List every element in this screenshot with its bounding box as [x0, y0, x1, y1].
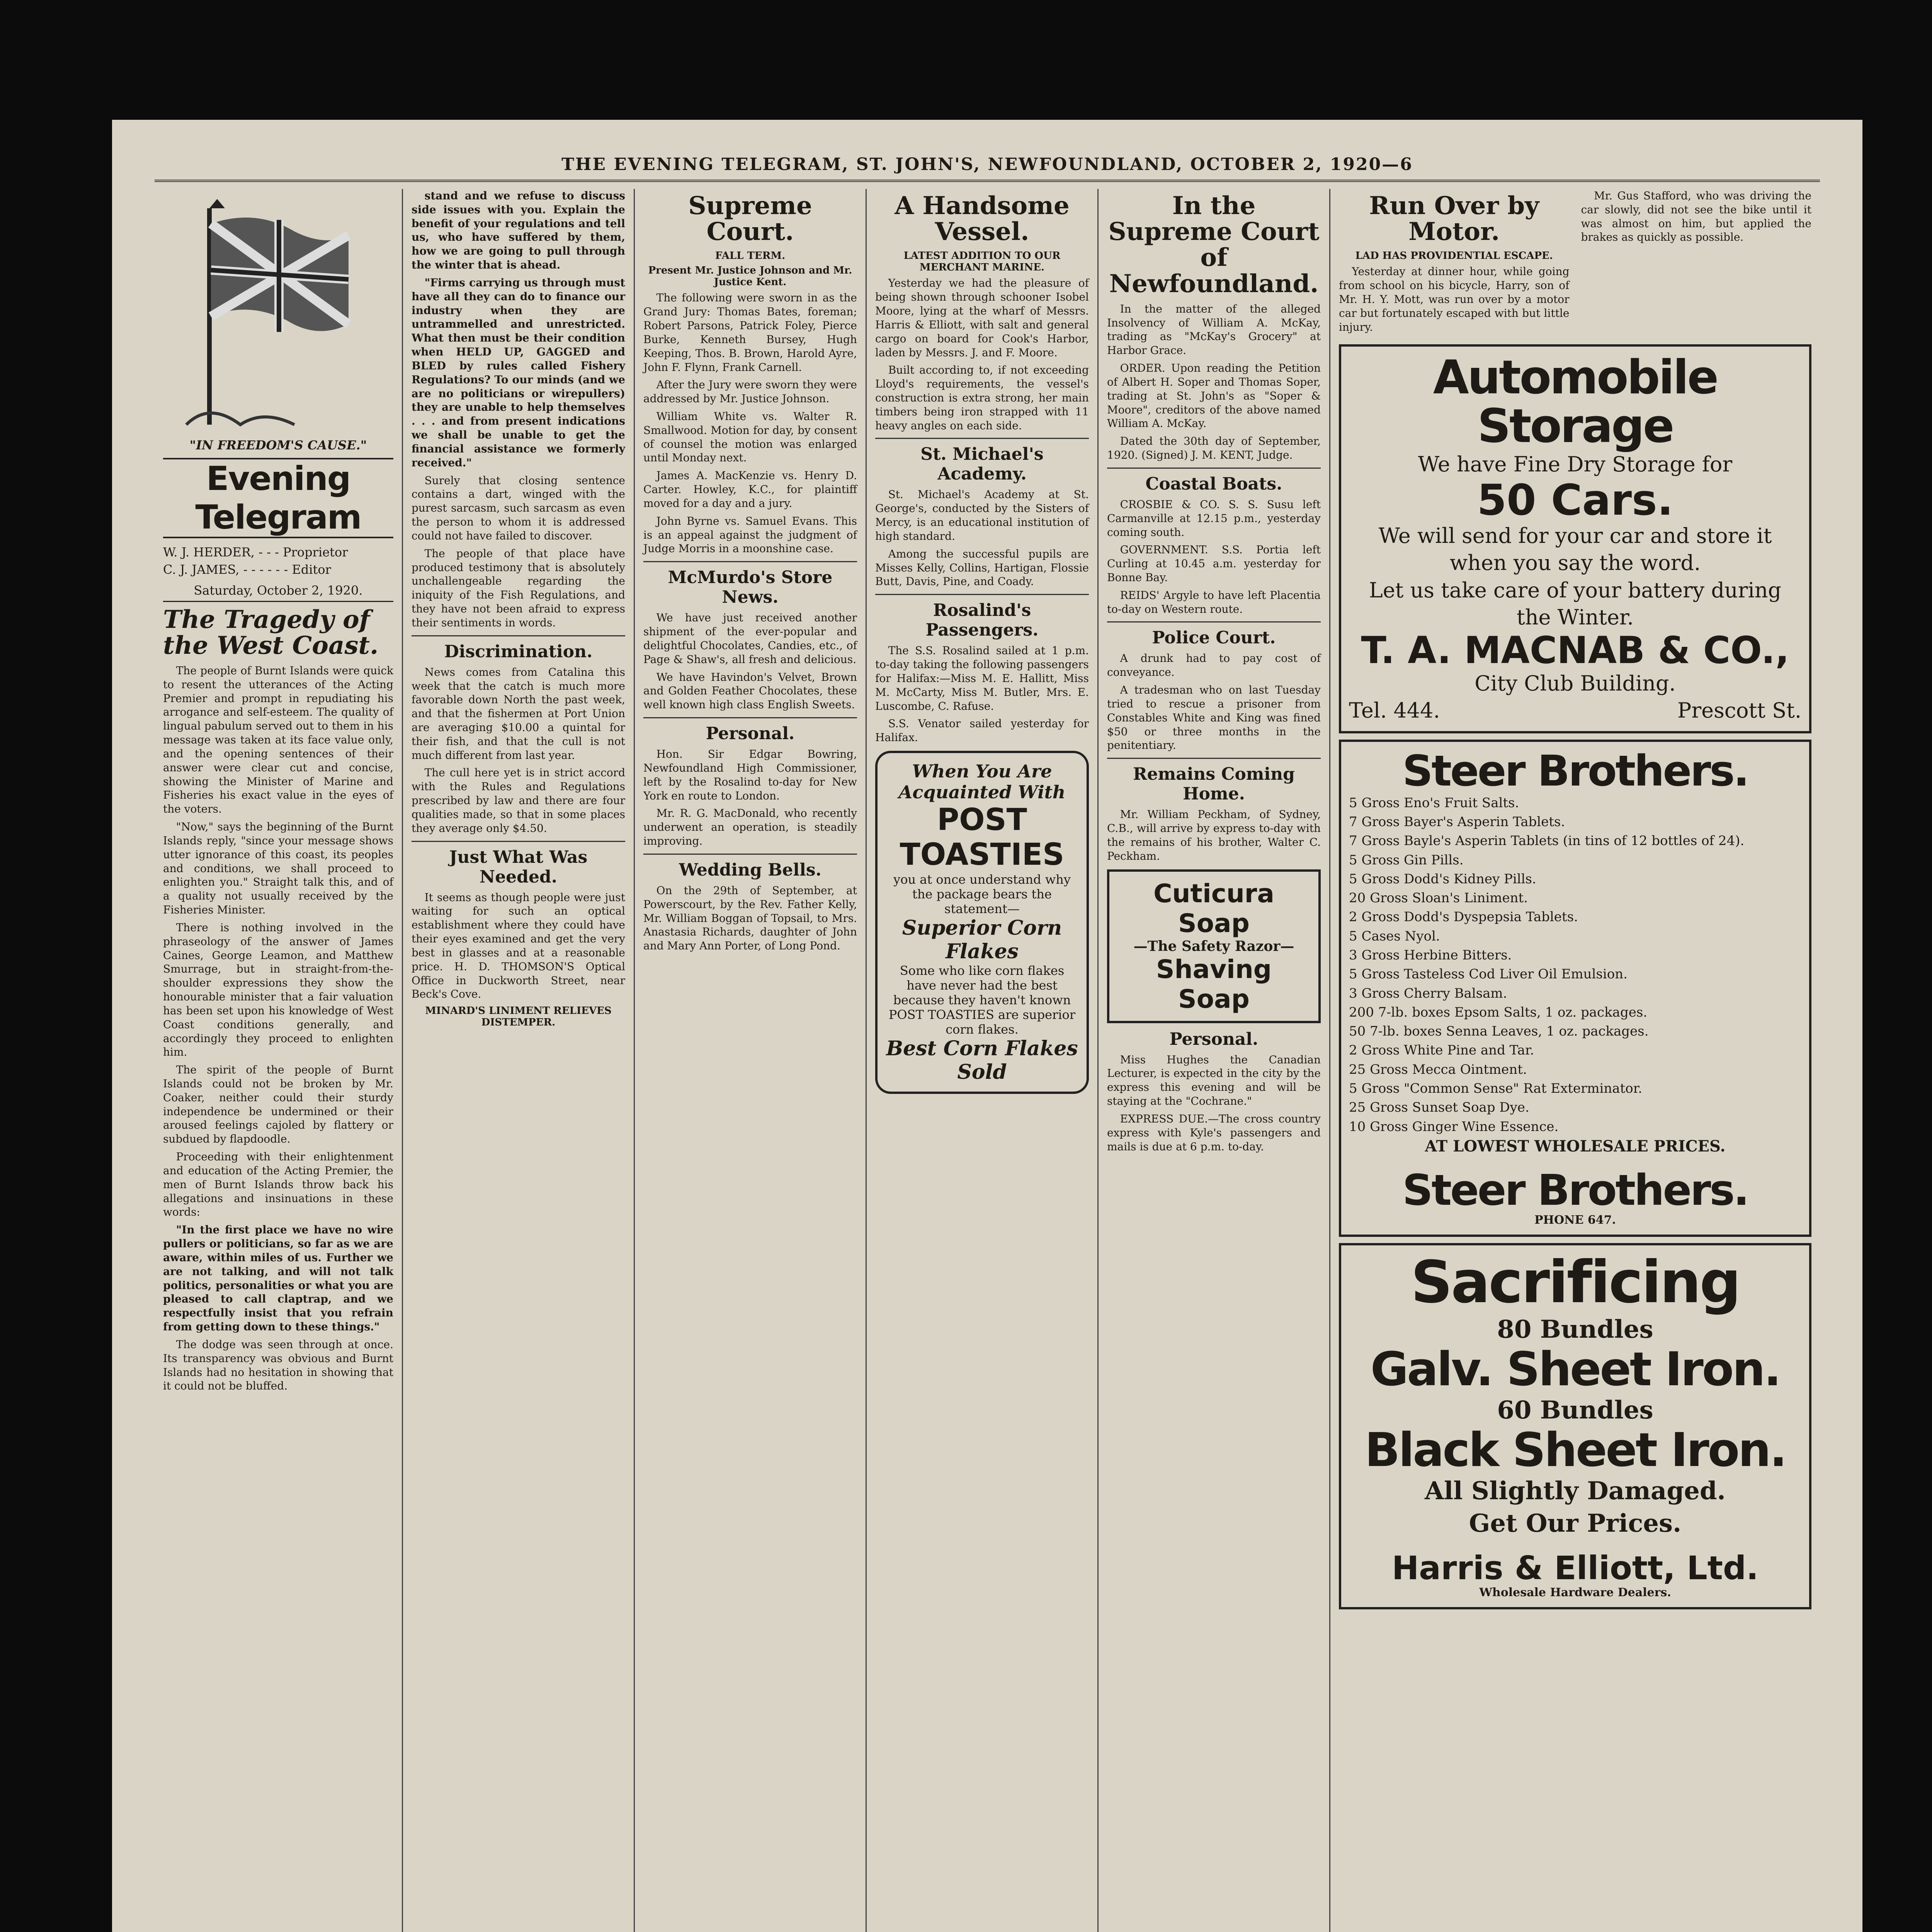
paragraph: GOVERNMENT. S.S. Portia left Curling at 10.45 a.m. yesterday for Bonne Bay. [1107, 543, 1321, 584]
ad-line: 80 Bundles [1497, 1315, 1653, 1344]
subhead: LATEST ADDITION TO OUR MERCHANT MARINE. [903, 250, 1061, 274]
footer-notice: MINARD'S LINIMENT RELIEVES DISTEMPER. [425, 1005, 612, 1029]
paragraph: Built according to, if not exceeding Lloyd's requirements, the vessel's construction is extra strong, her main timbers being iron strapped with 11 heavy angles on each side. [875, 364, 1089, 432]
paragraph: Mr. R. G. MacDonald, who recently underwent an operation, is steadily improving. [643, 807, 857, 848]
paragraph: "In the first place we have no wire pullers or politicians, so far as we are aware, within miles of us. Further we are not talking, and will not talk politics, personalities or what you are pleased to call claptrap, and we respectfully insist that you refrain from getting down to these things." [163, 1223, 393, 1333]
headline-discrimination: Discrimination. [444, 641, 593, 662]
paragraph: On the 29th of September, at Powerscourt, by the Rev. Father Kelly, Mr. William Boggan of Topsail, to Mrs. Anastasia Richards, daughter of John and Mary Ann Porter, of Long Pond. [643, 884, 857, 952]
column-editorial-cont [402, 189, 634, 1932]
nameplate: Evening Telegram [163, 458, 393, 538]
ad-title: Steer Brothers. [1402, 1165, 1748, 1215]
divider [412, 841, 625, 842]
paragraph: Mr. William Peckham, of Sydney, C.B., will arrive by express to-day with the remains of his brother, Walter C. Peckham. [1107, 808, 1321, 862]
headline-vessel: A Handsome Vessel. [895, 191, 1070, 247]
paragraph: stand and we refuse to discuss side issues with you. Explain the benefit of your regulations and tell us, who have suffered by them, how we are going to pull through the winter that is ahead. [412, 189, 625, 272]
column-editorial [155, 189, 402, 1932]
paragraph: REIDS' Argyle to have left Placentia to-day on Western route. [1107, 588, 1321, 616]
product-list-item: 5 Gross Tasteless Cod Liver Oil Emulsion. [1349, 966, 1628, 982]
headline-supreme-court-nfld: In the Supreme Court of Newfoundland. [1108, 191, 1320, 298]
divider [875, 438, 1089, 439]
ad-line: 50 Cars. [1477, 475, 1673, 525]
headline-wedding: Wedding Bells. [679, 860, 821, 880]
divider [1107, 621, 1321, 622]
ad-line: 60 Bundles [1497, 1396, 1653, 1425]
paragraph: The dodge was seen through at once. Its transparency was obvious and Burnt Islands had no hesitation in showing that it could not be bluffed. [163, 1338, 393, 1393]
paragraph: Dated the 30th day of September, 1920. (Signed) J. M. KENT, Judge. [1107, 435, 1321, 462]
ad-line: —The Safety Razor— [1133, 938, 1294, 954]
paragraph: CROSBIE & CO. S. S. Susu left Carmanville at 12.15 p.m., yesterday coming south. [1107, 498, 1321, 539]
ad-street: Prescott St. [1677, 698, 1801, 723]
paragraph: ORDER. Upon reading the Petition of Albert H. Soper and Thomas Soper, trading at St. John's as "Soper & Moore", creditors of the above named William A. McKay. [1107, 362, 1321, 430]
ad-text: you at once understand why the package bears the statement— [893, 872, 1071, 917]
subhead: Present Mr. Justice Johnson and Mr. Justice Kent. [648, 265, 852, 288]
product-list-item: 10 Gross Ginger Wine Essence. [1349, 1119, 1559, 1134]
ad-title: Automobile Storage [1433, 350, 1718, 453]
divider [875, 594, 1089, 595]
product-list-item: 25 Gross Mecca Ointment. [1349, 1061, 1527, 1077]
product-list-item: 5 Gross Gin Pills. [1349, 852, 1464, 868]
product-list-item: 3 Gross Cherry Balsam. [1349, 985, 1507, 1001]
headline-mcmurdo: McMurdo's Store News. [668, 568, 833, 607]
paragraph: After the Jury were sworn they were addressed by Mr. Justice Johnson. [643, 378, 857, 405]
paragraph: A drunk had to pay cost of conveyance. [1107, 652, 1321, 679]
headline-supreme-court: Supreme Court. [688, 191, 812, 247]
headline-personal-2: Personal. [1169, 1029, 1259, 1049]
subhead: LAD HAS PROVIDENTIAL ESCAPE. [1355, 250, 1553, 262]
paragraph: A tradesman who on last Tuesday tried to rescue a prisoner from Constables White and King was fined $50 or three months in the penitentiary. [1107, 684, 1321, 752]
issue-date: Saturday, October 2, 1920. [163, 583, 393, 602]
product-list-item: 2 Gross Dodd's Dyspepsia Tablets. [1349, 909, 1578, 925]
paragraph: William White vs. Walter R. Smallwood. Motion for day, by consent of counsel the motion was enlarged until Monday next. [643, 410, 857, 464]
ad-claim: Superior Corn Flakes [902, 916, 1062, 964]
paragraph: St. Michael's Academy at St. George's, conducted by the Sisters of Mercy, is an educational institution of high standard. [875, 488, 1089, 543]
proprietor: W. J. HERDER, - - - Proprietor [163, 545, 348, 560]
divider [643, 854, 857, 855]
headline-remains: Remains Coming Home. [1133, 764, 1295, 804]
paragraph: John Byrne vs. Samuel Evans. This is an appeal against the judgment of Judge Morris in a moonshine case. [643, 514, 857, 555]
headline-police-court: Police Court. [1152, 628, 1276, 648]
product-list-item: 5 Gross Dodd's Kidney Pills. [1349, 871, 1536, 887]
column-vessel [866, 189, 1097, 1932]
product-list-item: 5 Gross "Common Sense" Rat Exterminator. [1349, 1081, 1643, 1097]
editor: C. J. JAMES, - - - - - - Editor [163, 562, 331, 577]
ad-line: Black Sheet Iron. [1364, 1423, 1786, 1478]
product-list-item: 5 Cases Nyol. [1349, 928, 1440, 944]
flag-caption: "IN FREEDOM'S CAUSE." [189, 438, 367, 452]
paragraph: "Now," says the beginning of the Burnt Islands reply, "since your message shows utter ignorance of this coast, its peoples and conditions, we shall proceed to enlighten you." Straight talk this, and of a quality not usually received by the Fisheries Minister. [163, 820, 393, 917]
newspaper-page [112, 120, 1862, 1932]
paragraph: The following were sworn in as the Grand Jury: Thomas Bates, foreman; Robert Parsons, Patrick Foley, Pierce Burke, Kenneth Bursey, Hugh Keeping, Thos. B. Brown, Harold Ayre, John F. Flynn, Frank Carnell. [643, 291, 857, 374]
column-court-notices [1097, 189, 1329, 1932]
divider [1107, 758, 1321, 759]
paragraph: Proceeding with their enlightenment and education of the Acting Premier, the men of Burnt Islands throw back his allegations and insinuations in these words: [163, 1150, 393, 1219]
ad-line: Cuticura Soap [1153, 878, 1274, 938]
automobile-storage-ad [1339, 344, 1811, 734]
paragraph: The people of that place have produced testimony that is absolutely unchallengeable regarding the iniquity of the Fish Regulations, and they have not been afraid to express their sentiments in words. [412, 547, 625, 629]
steer-brothers-ad [1339, 740, 1811, 1237]
ad-line: All Slightly Damaged. [1425, 1476, 1726, 1506]
union-jack-flag-icon [163, 193, 364, 432]
ad-phone: Tel. 444. [1349, 698, 1440, 723]
paragraph: "Firms carrying us through must have all they can do to finance our industry when they are untrammelled and unrestricted. What then must be their condition when HELD UP, GAGGED and BLED by rules called Fishery Regulations? To our minds (and we are no politicians or wirepullers) they are unable to help themselves . . . and from present indications we shall be unable to get the financial assistance we formerly received." [412, 276, 625, 469]
ad-line: Shaving Soap [1156, 954, 1272, 1014]
paragraph: It seems as though people were just waiting for such an optical establishment where they could have their eyes examined and get the very best in glasses and at a reasonable price. H. D. THOMSON'S Optical Office in Duckworth Street, near Beck's Cove. [412, 891, 625, 1001]
paragraph: James A. MacKenzie vs. Henry D. Carter. Howley, K.C., for plaintiff moved for a day and a jury. [643, 469, 857, 510]
product-list-item: 25 Gross Sunset Soap Dye. [1349, 1100, 1529, 1116]
ad-phone: PHONE 647. [1534, 1213, 1616, 1227]
product-list-item: 20 Gross Sloan's Liniment. [1349, 890, 1528, 906]
ad-firm: T. A. MACNAB & CO., [1361, 628, 1789, 672]
paragraph: There is nothing involved in the phraseology of the answer of James Caines, George Leamon, and Matthew Smurrage, but in straight-from-the-shoulder expressions they show the honourable minister that a fair valuation has been set upon his knowledge of West Coast conditions generally, and accordingly they proceed to enlighten him. [163, 921, 393, 1059]
ad-title: Sacrificing [1411, 1249, 1740, 1316]
product-list-item: 200 7-lb. boxes Epsom Salts, 1 oz. packages. [1349, 1004, 1648, 1020]
harris-elliott-ad [1339, 1243, 1811, 1609]
headline-run-over: Run Over by Motor. [1369, 191, 1539, 247]
paragraph: Mr. Gus Stafford, who was driving the car slowly, did not see the bike until it was almost on him, but applied the brakes as quickly as possible. [1581, 189, 1811, 244]
ad-tagline: Wholesale Hardware Dealers. [1479, 1585, 1671, 1599]
ad-brand: POST TOASTIES [900, 803, 1065, 872]
ad-line: Let us take care of your battery during the Winter. [1369, 578, 1782, 629]
post-toasties-ad [875, 751, 1089, 1094]
ad-line: We have Fine Dry Storage for [1418, 452, 1733, 476]
ad-line: Galv. Sheet Iron. [1370, 1343, 1780, 1397]
paragraph: Yesterday we had the pleasure of being shown through schooner Isobel Moore, lying at the wharf of Messrs. Harris & Elliott, with salt and general cargo on board for Cook's Harbor, laden by Messrs. J. and F. Moore. [875, 277, 1089, 359]
ad-line: Get Our Prices. [1469, 1509, 1682, 1538]
paragraph: Among the successful pupils are Misses Kelly, Collins, Hartigan, Flossie Butt, Davis, Pine, and Coady. [875, 547, 1089, 588]
paragraph: Miss Hughes the Canadian Lecturer, is expected in the city by the express this evening and will be staying at the "Cochrane." [1107, 1053, 1321, 1108]
paragraph: The people of Burnt Islands were quick to resent the utterances of the Acting Premier and prompt in repudiating his arrogance and self-esteem. The quality of lingual pabulum served out to them in his message was taken at its face value only, and the opening sentences of their answer were clear cut and concise, showing the Minister of Marine and Fisheries his exact value in the eyes of the voters. [163, 664, 393, 816]
divider [1107, 468, 1321, 469]
headline-just-what: Just What Was Needed. [449, 847, 588, 887]
headline-passengers: Rosalind's Passengers. [925, 600, 1039, 640]
masthead: THE EVENING TELEGRAM, ST. JOHN'S, NEWFOUNDLAND, OCTOBER 2, 1920—6 [155, 155, 1820, 182]
product-list-item: 3 Gross Herbine Bitters. [1349, 947, 1512, 963]
paragraph: Yesterday at dinner hour, while going from school on his bicycle, Harry, son of Mr. H. Y. Mott, was run over by a motor car but fortunately escaped with but little injury. [1339, 265, 1570, 333]
ad-title: When You Are Acquainted With [898, 761, 1066, 803]
subhead: FALL TERM. [715, 250, 786, 262]
paragraph: EXPRESS DUE.—The cross country express with Kyle's passengers and mails is due at 6 p.m. to-day. [1107, 1112, 1321, 1153]
column-supreme-court [634, 189, 866, 1932]
divider [643, 561, 857, 562]
product-list-item: 2 Gross White Pine and Tar. [1349, 1043, 1534, 1058]
headline-personal: Personal. [706, 724, 795, 744]
ad-line: City Club Building. [1475, 671, 1676, 696]
paragraph: The S.S. Rosalind sailed at 1 p.m. to-day taking the following passengers for Halifax:—Miss M. E. Hallitt, Miss M. McCarty, Miss M. Butler, Mrs. E. Luscombe, C. Rafuse. [875, 644, 1089, 713]
paragraph: The spirit of the people of Burnt Islands could not be broken by Mr. Coaker, neither could their sturdy independence be undermined or their aroused feelings cajoled by flattery or subdued by flapdoodle. [163, 1063, 393, 1146]
product-list-item: 7 Gross Bayle's Asperin Tablets (in tins of 12 bottles of 24). [1349, 833, 1745, 849]
ad-footer: Best Corn Flakes Sold [886, 1037, 1078, 1084]
ad-title: Steer Brothers. [1402, 746, 1748, 796]
paragraph: We have just received another shipment of the ever-popular and delightful Chocolates, Candies, etc., of Page & Shaw's, all fresh and delicious. [643, 611, 857, 666]
ad-text: Some who like corn flakes have never had the best because they haven't known POST TOASTIES are superior corn flakes. [888, 963, 1076, 1037]
paragraph: In the matter of the alleged Insolvency of William A. McKay, trading as "McKay's Grocery" at Harbor Grace. [1107, 302, 1321, 357]
product-list [1349, 794, 1801, 1136]
cuticura-ad [1107, 869, 1321, 1023]
divider [643, 717, 857, 718]
paragraph: S.S. Venator sailed yesterday for Halifax. [875, 717, 1089, 744]
paragraph: Hon. Sir Edgar Bowring, Newfoundland High Commissioner, left by the Rosalind to-day for New York en route to London. [643, 748, 857, 802]
paragraph: We have Havindon's Velvet, Brown and Golden Feather Chocolates, these well known high class English Sweets. [643, 670, 857, 711]
columns [155, 189, 1820, 1932]
column-ads [1329, 189, 1820, 1932]
headline-academy: St. Michael's Academy. [920, 444, 1044, 484]
product-list-item: 5 Gross Eno's Fruit Salts. [1349, 795, 1519, 811]
product-list-item: 50 7-lb. boxes Senna Leaves, 1 oz. packages. [1349, 1024, 1649, 1039]
paragraph: News comes from Catalina this week that the catch is much more favorable down North the past week, and that the fishermen at Port Union are averaging $10.00 a quintal for their fish, and that the cull is not much different from last year. [412, 665, 625, 762]
paragraph: Surely that closing sentence contains a dart, winged with the purest sarcasm, such sarcasm as even the person to whom it is addressed could not have failed to discover. [412, 474, 625, 542]
paragraph: The cull here yet is in strict accord with the Rules and Regulations prescribed by law and there are four qualities made, so that in some places they average only $4.50. [412, 766, 625, 835]
headline-coastal-boats: Coastal Boats. [1145, 474, 1282, 494]
ad-firm: Harris & Elliott, Ltd. [1391, 1549, 1759, 1587]
product-list-item: 7 Gross Bayer's Asperin Tablets. [1349, 814, 1565, 830]
headline-tragedy: The Tragedy of the West Coast. [163, 605, 379, 660]
ad-tagline: AT LOWEST WHOLESALE PRICES. [1425, 1137, 1726, 1155]
divider [412, 635, 625, 636]
ad-line: We will send for your car and store it when you say the word. [1378, 524, 1772, 575]
